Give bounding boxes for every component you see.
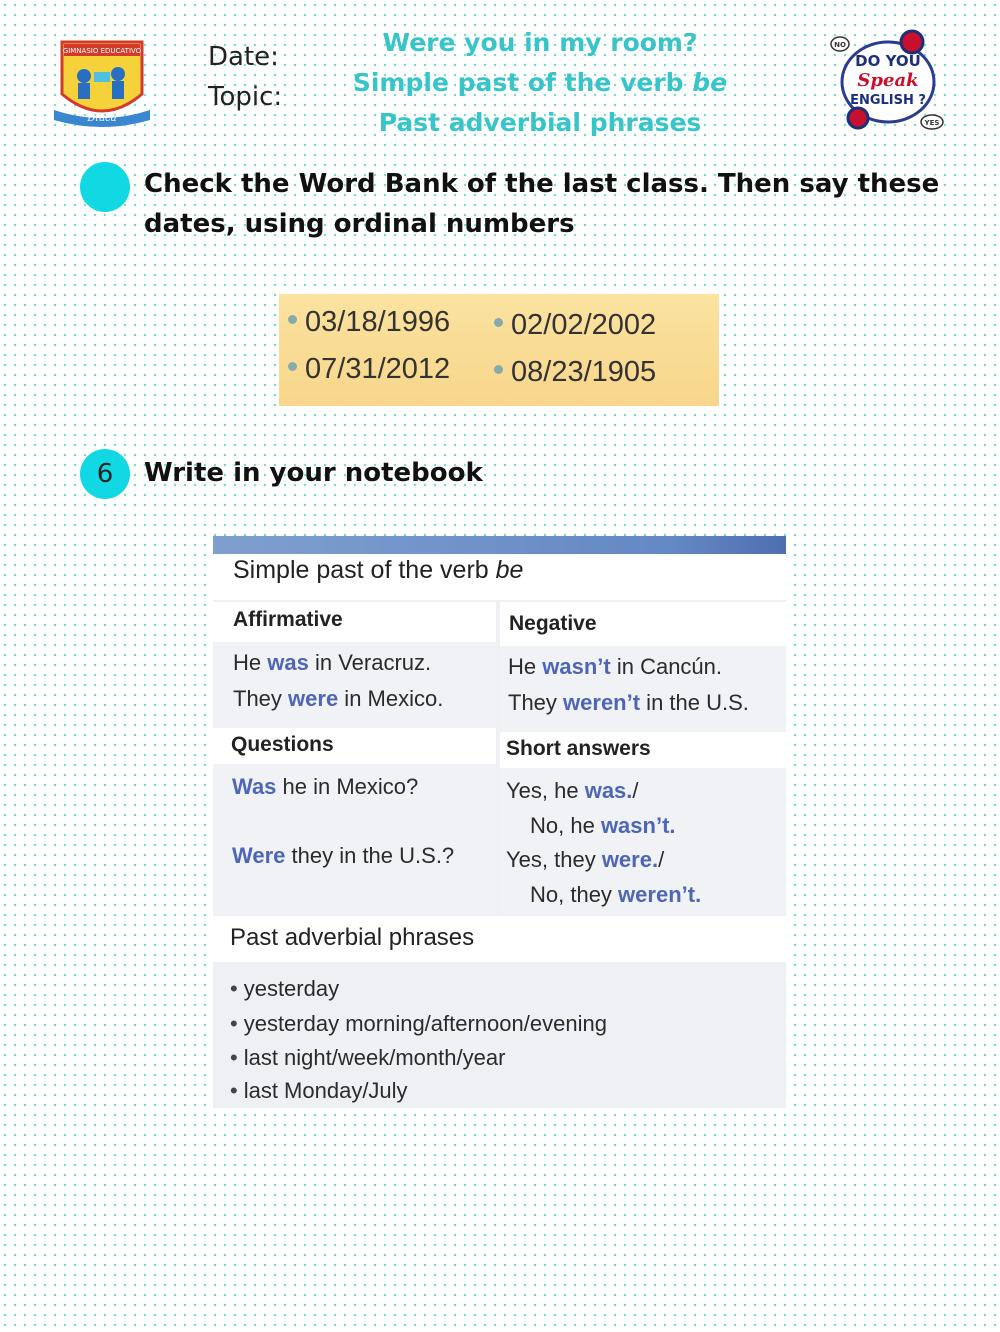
example-text: Yes, they bbox=[506, 847, 602, 872]
short-answer bbox=[506, 778, 639, 804]
example-text: in the U.S. bbox=[640, 690, 749, 715]
phrase-text: yesterday morning/afternoon/evening bbox=[243, 1011, 607, 1036]
title-line-2 bbox=[330, 68, 750, 97]
keyword: weren’t. bbox=[618, 882, 702, 907]
keyword: were. bbox=[601, 847, 659, 872]
keyword: weren’t bbox=[563, 690, 641, 715]
title-line-3: Past adverbial phrases bbox=[378, 108, 702, 137]
date-text: 03/18/1996 bbox=[305, 306, 451, 338]
grammar-top-bar bbox=[213, 536, 786, 554]
grammar-table bbox=[213, 536, 786, 1108]
example-text: in Veracruz. bbox=[308, 650, 432, 675]
example-text: they in the U.S.? bbox=[285, 843, 455, 868]
date-item bbox=[494, 309, 656, 342]
date-item bbox=[288, 353, 450, 386]
bullet-dot bbox=[494, 318, 503, 327]
topic-label: Topic: bbox=[208, 82, 283, 112]
keyword: was. bbox=[584, 778, 633, 803]
bullet-dot: • bbox=[230, 1011, 238, 1036]
phrase-text: yesterday bbox=[243, 976, 340, 1001]
example-text: in Mexico. bbox=[338, 686, 444, 711]
affirmative-example bbox=[233, 650, 431, 676]
phrase-item bbox=[230, 1011, 607, 1037]
keyword: wasn’t. bbox=[600, 813, 676, 838]
keyword: was bbox=[267, 650, 309, 675]
example-text: He bbox=[233, 650, 268, 675]
question-example bbox=[232, 843, 454, 869]
phrase-text: last night/week/month/year bbox=[243, 1045, 506, 1070]
short-answer bbox=[530, 882, 701, 908]
example-text: No, he bbox=[530, 813, 601, 838]
title-line-1: Were you in my room? bbox=[382, 28, 698, 57]
negative-example bbox=[508, 654, 722, 680]
bullet-dot: • bbox=[230, 1078, 238, 1103]
title-line-2-italic: be bbox=[692, 68, 728, 97]
date-item bbox=[494, 356, 656, 389]
example-text: / bbox=[632, 778, 639, 803]
bullet-dot: • bbox=[230, 1045, 238, 1070]
school-logo bbox=[50, 36, 154, 128]
keyword: wasn’t bbox=[542, 654, 611, 679]
date-text: 08/23/1905 bbox=[511, 356, 657, 388]
date-text: 02/02/2002 bbox=[511, 309, 657, 341]
bullet-dot: • bbox=[230, 976, 238, 1001]
speak-logo-no: NO bbox=[834, 41, 846, 49]
exercise-5-instruction: Check the Word Bank of the last class. Then say these dates, using ordinal numbers bbox=[144, 169, 940, 239]
speak-logo-line-1: DO YOU bbox=[855, 52, 921, 70]
example-text: He bbox=[508, 654, 543, 679]
affirmative-header: Affirmative bbox=[233, 608, 343, 631]
speak-english-logo bbox=[828, 28, 952, 136]
phrase-text: last Monday/July bbox=[243, 1078, 408, 1103]
exercise-6-bullet: 6 bbox=[80, 449, 130, 499]
phrase-item bbox=[230, 1045, 505, 1071]
bullet-dot bbox=[494, 365, 503, 374]
example-text: They bbox=[508, 690, 564, 715]
phrase-item bbox=[230, 1078, 408, 1104]
example-text: They bbox=[233, 686, 289, 711]
question-example bbox=[232, 774, 418, 800]
affirmative-example bbox=[233, 686, 443, 712]
exercise-6-instruction: Write in your notebook bbox=[144, 458, 483, 488]
title-line-2-text: Simple past of the verb bbox=[352, 68, 693, 97]
bullet-dot bbox=[288, 315, 297, 324]
questions-header: Questions bbox=[231, 733, 334, 756]
phrase-item bbox=[230, 976, 339, 1002]
grammar-title-text: Simple past of the verb bbox=[233, 556, 496, 584]
phrases-header: Past adverbial phrases bbox=[230, 924, 475, 951]
speak-logo-line-3: ENGLISH ? bbox=[850, 93, 926, 108]
example-text: in Cancún. bbox=[610, 654, 723, 679]
speak-logo-line-2: Speak bbox=[857, 70, 919, 91]
date-text: 07/31/2012 bbox=[305, 353, 451, 385]
negative-example bbox=[508, 690, 749, 716]
example-text: he in Mexico? bbox=[276, 774, 419, 799]
negative-header: Negative bbox=[509, 612, 597, 635]
example-text: Yes, he bbox=[506, 778, 585, 803]
short-answer bbox=[530, 813, 676, 839]
bullet-dot bbox=[288, 362, 297, 371]
date-item bbox=[288, 306, 450, 339]
keyword: Was bbox=[232, 774, 277, 799]
school-logo-sub: Diuca bbox=[87, 113, 117, 124]
keyword: were bbox=[288, 686, 339, 711]
example-text: / bbox=[658, 847, 665, 872]
school-logo-text: GIMNASIO EDUCATIVO bbox=[62, 47, 142, 55]
grammar-title bbox=[233, 556, 523, 585]
grammar-title-italic: be bbox=[495, 556, 524, 584]
short-answer bbox=[506, 847, 664, 873]
speak-logo-yes: YES bbox=[924, 119, 940, 127]
short-answers-header: Short answers bbox=[506, 737, 651, 760]
keyword: Were bbox=[232, 843, 286, 868]
exercise-5-bullet bbox=[80, 162, 130, 212]
date-label: Date: bbox=[208, 42, 279, 72]
example-text: No, they bbox=[530, 882, 619, 907]
